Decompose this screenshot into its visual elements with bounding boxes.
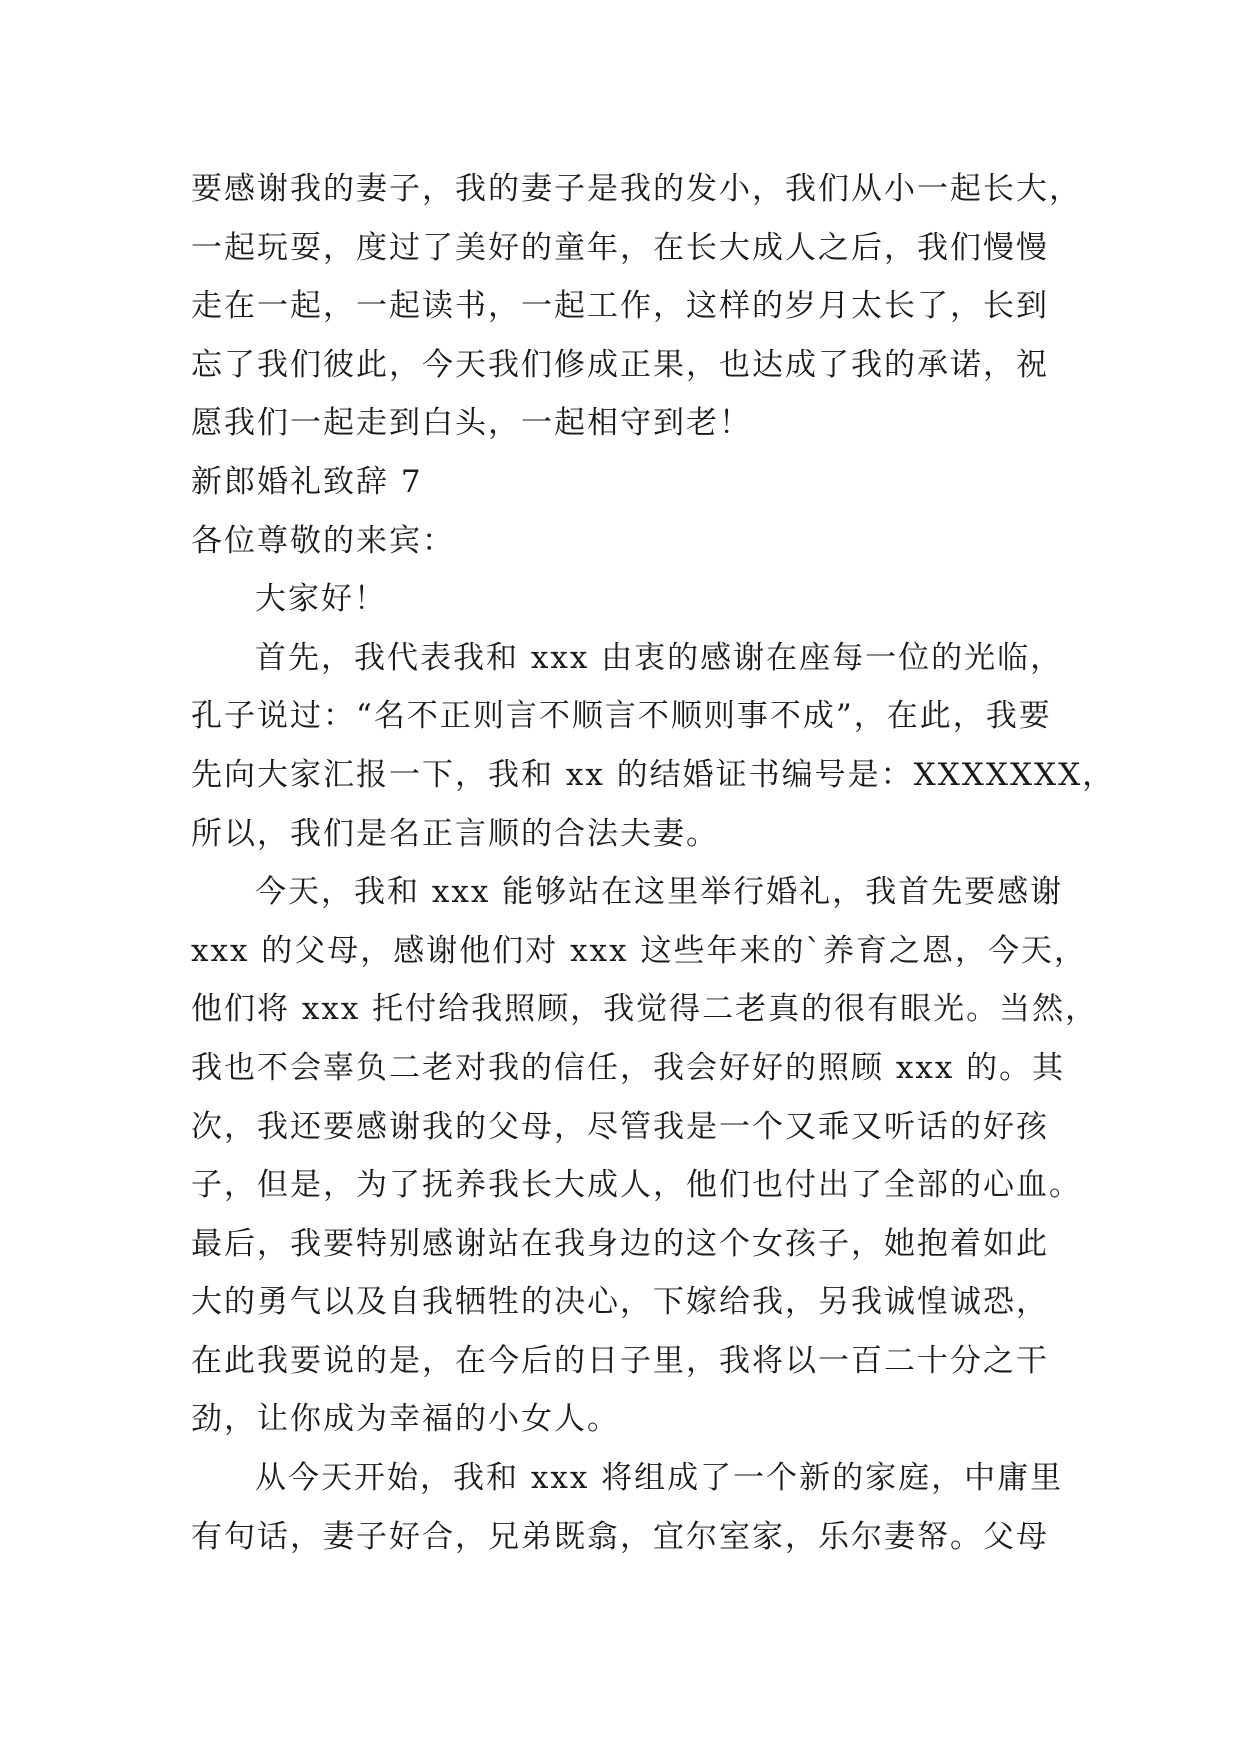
paragraph-line: 最后，我要特别感谢站在我身边的这个女孩子，她抱着如此 <box>191 1225 1049 1262</box>
salutation: 各位尊敬的来宾： <box>191 522 455 559</box>
greeting: 大家好！ <box>255 581 387 618</box>
paragraph-line: 首先，我代表我和 xxx 由衷的感谢在座每一位的光临， <box>255 639 1064 676</box>
document-body <box>191 160 1116 1566</box>
paragraph-line: 所以，我们是名正言顺的合法夫妻。 <box>191 815 719 852</box>
paragraph-line: 我也不会辜负二老对我的信任，我会好好的照顾 xxx 的。其 <box>191 1049 1066 1086</box>
paragraph-line: 次，我还要感谢我的父母，尽管我是一个又乖又听话的好孩 <box>191 1108 1049 1145</box>
section-heading: 新郎婚礼致辞 7 <box>191 463 423 500</box>
paragraph-line: 走在一起，一起读书，一起工作，这样的岁月太长了，长到 <box>191 288 1049 325</box>
paragraph-line: 一起玩耍，度过了美好的童年，在长大成人之后，我们慢慢 <box>191 229 1049 266</box>
paragraph-line: 今天，我和 xxx 能够站在这里举行婚礼，我首先要感谢 <box>255 874 1064 911</box>
paragraph-line: 有句话，妻子好合，兄弟既翕，宜尔室家，乐尔妻帑。父母 <box>191 1518 1049 1555</box>
paragraph-line: 忘了我们彼此，今天我们修成正果，也达成了我的承诺，祝 <box>191 346 1049 383</box>
paragraph-line: 从今天开始，我和 xxx 将组成了一个新的家庭，中庸里 <box>255 1460 1064 1497</box>
paragraph-line: 大的勇气以及自我牺牲的决心，下嫁给我，另我诚惶诚恐， <box>191 1284 1049 1321</box>
paragraph-line: 愿我们一起走到白头，一起相守到老！ <box>191 405 752 442</box>
paragraph-line: 劲，让你成为幸福的小女人。 <box>191 1401 620 1438</box>
paragraph-line: 子，但是，为了抚养我长大成人，他们也付出了全部的心血。 <box>191 1167 1082 1204</box>
paragraph-line: 要感谢我的妻子，我的妻子是我的发小，我们从小一起长大， <box>191 171 1082 207</box>
paragraph-line: 孔子说过：“名不正则言不顺言不顺则事不成”，在此，我要 <box>191 698 1052 735</box>
paragraph-line: 他们将 xxx 托付给我照顾，我觉得二老真的很有眼光。当然， <box>191 991 1099 1028</box>
paragraph-line: xxx 的父母，感谢他们对 xxx 这些年来的`养育之恩，今天， <box>191 932 1087 969</box>
paragraph-line: 在此我要说的是，在今后的日子里，我将以一百二十分之干 <box>191 1342 1049 1379</box>
paragraph-line: 先向大家汇报一下，我和 xx 的结婚证书编号是：XXXXXXX， <box>191 756 1116 793</box>
